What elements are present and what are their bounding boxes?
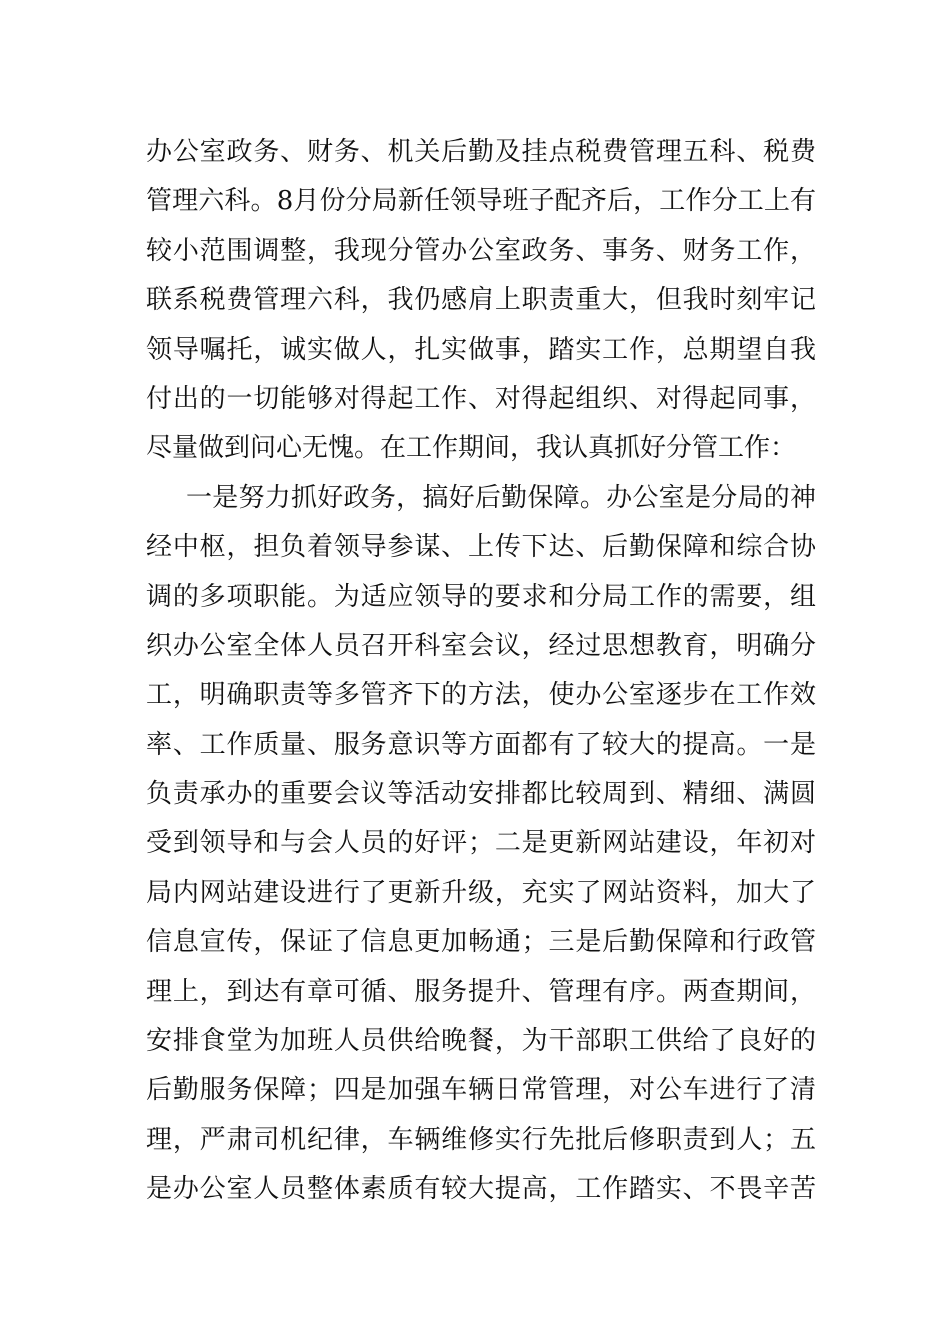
text-line: 管理六科。8月份分局新任领导班子配齐后，工作分工上有	[146, 186, 816, 217]
text-line: 织办公室全体人员召开科室会议，经过思想教育，明确分	[146, 630, 816, 661]
text-line: 是办公室人员整体素质有较大提高，工作踏实、不畏辛苦	[146, 1174, 816, 1205]
text-line: 调的多项职能。为适应领导的要求和分局工作的需要，组	[146, 581, 816, 612]
body-text	[146, 128, 816, 1215]
text-line: 率、工作质量、服务意识等方面都有了较大的提高。一是	[146, 729, 816, 760]
text-line: 付出的一切能够对得起工作、对得起组织、对得起同事，	[146, 383, 816, 414]
text-line: 经中枢，担负着领导参谋、上传下达、后勤保障和综合协	[146, 532, 816, 563]
text-line: 受到领导和与会人员的好评；二是更新网站建设，年初对	[146, 828, 816, 859]
text-line: 安排食堂为加班人员供给晚餐，为干部职工供给了良好的	[146, 1026, 816, 1057]
text-line: 领导嘱托，诚实做人，扎实做事，踏实工作，总期望自我	[146, 334, 816, 365]
text-line: 负责承办的重要会议等活动安排都比较周到、精细、满圆	[146, 779, 816, 810]
text-line: 局内网站建设进行了更新升级，充实了网站资料，加大了	[146, 877, 816, 908]
text-line: 理上，到达有章可循、服务提升、管理有序。两查期间，	[146, 976, 816, 1007]
text-line: 信息宣传，保证了信息更加畅通；三是后勤保障和行政管	[146, 927, 816, 958]
text-line: 尽量做到问心无愧。在工作期间，我认真抓好分管工作：	[146, 433, 797, 464]
text-line: 工，明确职责等多管齐下的方法，使办公室逐步在工作效	[146, 680, 816, 711]
text-line: 理，严肃司机纪律，车辆维修实行先批后修职责到人；五	[146, 1124, 816, 1155]
text-line: 较小范围调整，我现分管办公室政务、事务、财务工作，	[146, 235, 816, 266]
text-line: 后勤服务保障；四是加强车辆日常管理，对公车进行了清	[146, 1075, 816, 1106]
text-line: 联系税费管理六科，我仍感肩上职责重大，但我时刻牢记	[146, 285, 816, 316]
text-line: 办公室政务、财务、机关后勤及挂点税费管理五科、税费	[146, 137, 816, 167]
paragraph-first-line: 一是努力抓好政务，搞好后勤保障。办公室是分局的神	[186, 482, 816, 513]
